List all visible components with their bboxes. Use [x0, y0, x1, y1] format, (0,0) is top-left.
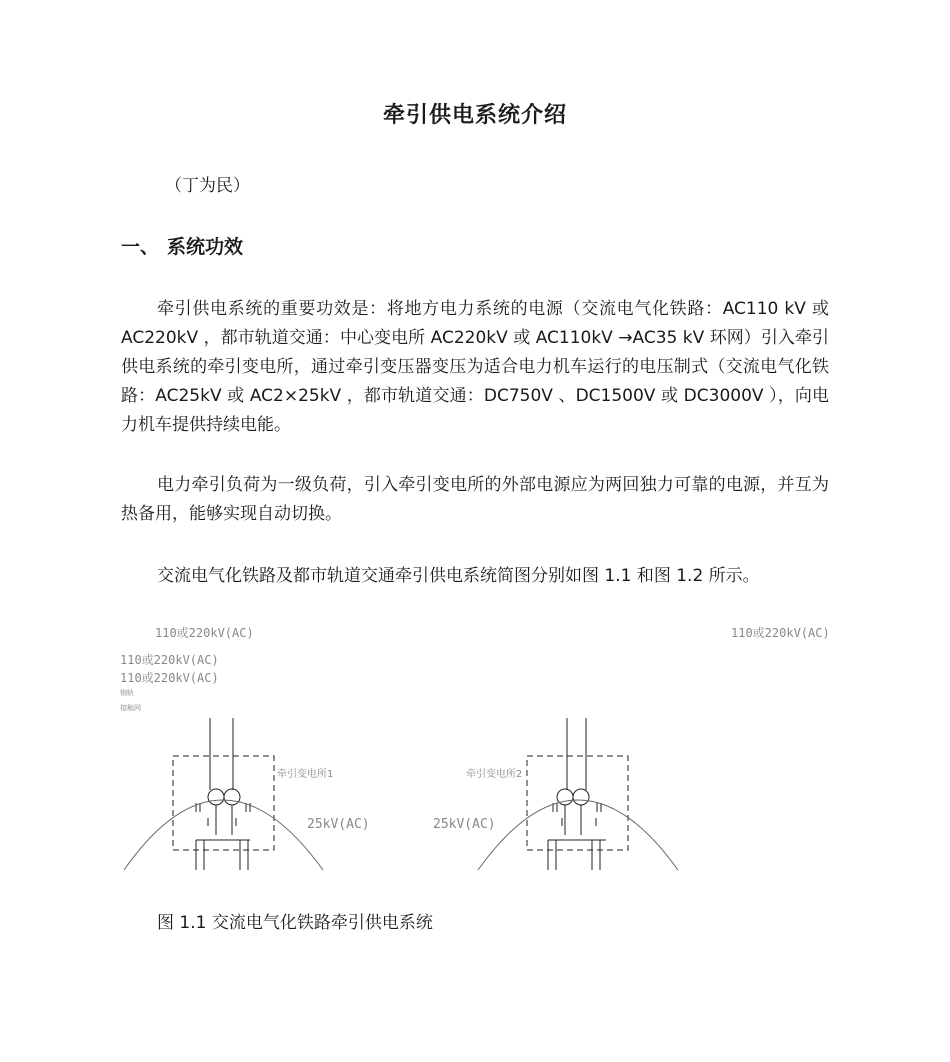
- figure-caption: 图 1.1 交流电气化铁路牵引供电系统: [157, 913, 433, 933]
- rail-label: 钢轨: [120, 689, 134, 697]
- paragraph-function: 牵引供电系统的重要功效是：将地方电力系统的电源（交流电气化铁路：AC110 kV 或 AC220kV ，都市轨道交通：中心变电所 AC220kV 或 AC110kV →AC35 kV 环网）引入牵引供电系统的牵引变电所，通过牵引变压器变压为适合电力机车运行的电压制式（交流电气化铁路：AC25kV 或 AC2×25kV ，都市轨道交通：DC750V 、DC1500V 或 DC3000V ），向电力机车提供持续电能。: [121, 299, 829, 435]
- page-title: 牵引供电系统介绍: [382, 103, 567, 128]
- voltage-label-2: 25kV(AC): [433, 817, 496, 832]
- source-label-left: 110或220kV(AC): [155, 626, 254, 640]
- section-heading: [121, 232, 243, 259]
- author: （丁为民）: [165, 176, 250, 196]
- paragraph-figure-ref: 交流电气化铁路及都市轨道交通牵引供电系统简图分别如图 1.1 和图 1.2 所示。: [157, 566, 760, 586]
- voltage-label-1: 25kV(AC): [307, 817, 370, 832]
- substation-2-label: 牵引变电所2: [466, 769, 523, 780]
- catenary-arc-1: [124, 800, 323, 870]
- source-label-3: 110或220kV(AC): [120, 671, 219, 685]
- traction-supply-diagram: [0, 600, 950, 880]
- substation-1: [173, 718, 274, 870]
- paragraph-load: 电力牵引负荷为一级负荷，引入牵引变电所的外部电源应为两回独力可靠的电源，并互为热备用，能够实现自动切换。: [121, 475, 829, 524]
- catenary-label: 接触网: [120, 704, 141, 712]
- section-title: 系统功效: [167, 236, 244, 258]
- source-label-2: 110或220kV(AC): [120, 653, 219, 667]
- source-label-right: 110或220kV(AC): [731, 626, 830, 640]
- substation-2: [527, 718, 628, 870]
- section-number: 一、: [121, 236, 160, 258]
- substation-1-label: 牵引变电所1: [277, 769, 334, 780]
- catenary-arc-2: [478, 800, 678, 870]
